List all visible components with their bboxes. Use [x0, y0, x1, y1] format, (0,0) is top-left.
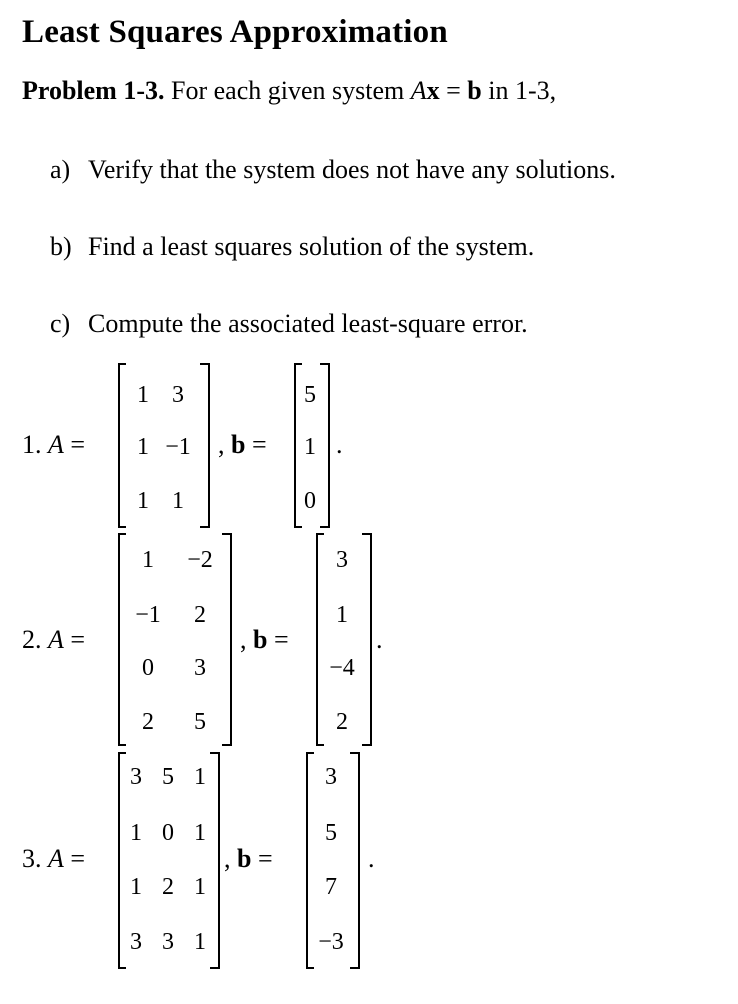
matrix-entry: 2 — [336, 709, 348, 735]
problem-vector-x: x — [426, 76, 440, 105]
equals-sign: = — [257, 844, 273, 873]
bracket-gap — [324, 532, 362, 536]
bracket-gap — [126, 532, 222, 536]
problem-equals: = — [446, 76, 461, 105]
problem-matrix-symbol: A — [410, 76, 427, 105]
task-letter: c) — [50, 309, 71, 338]
bracket-gap — [126, 362, 200, 366]
task-item-a — [50, 155, 616, 185]
system-number: 3. — [22, 844, 42, 873]
matrix-entry: 5 — [162, 764, 174, 790]
bracket-gap — [126, 744, 222, 748]
system-number: 2. — [22, 625, 42, 654]
task-item-c — [50, 309, 528, 339]
matrix-entry: 3 — [336, 547, 348, 573]
vector-symbol-b: b — [237, 844, 252, 873]
matrix-entry: 0 — [304, 488, 316, 514]
matrix-entry: 1 — [194, 764, 206, 790]
equals-sign: = — [70, 844, 86, 873]
matrix-entry: −4 — [329, 655, 355, 681]
matrix-entry: 1 — [142, 547, 154, 573]
system-3-period: . — [368, 844, 375, 873]
bracket-gap — [126, 751, 210, 755]
matrix-entry: 3 — [130, 764, 142, 790]
equals-sign: = — [251, 430, 267, 459]
system-2-label — [22, 625, 85, 655]
matrix-entry: 5 — [304, 382, 316, 408]
matrix-entry: 2 — [194, 602, 206, 628]
matrix-symbol: A — [48, 625, 64, 654]
equals-sign: = — [273, 625, 289, 654]
problem-statement — [22, 76, 556, 106]
bracket-gap — [126, 967, 210, 971]
system-1-period: . — [336, 430, 343, 459]
bracket-gap — [314, 967, 350, 971]
problem-label: Problem 1-3. — [22, 76, 165, 105]
bracket-gap — [302, 526, 320, 530]
matrix-entry: −2 — [187, 547, 213, 573]
matrix-entry: 3 — [172, 382, 184, 408]
comma: , — [224, 844, 231, 873]
task-text: Verify that the system does not have any solutions. — [88, 155, 616, 184]
problem-text-before: For each given system — [171, 76, 405, 105]
system-2-period: . — [376, 625, 383, 654]
comma: , — [218, 430, 225, 459]
matrix-entry: 5 — [194, 709, 206, 735]
matrix-entry: 1 — [336, 602, 348, 628]
matrix-entry: 1 — [137, 434, 149, 460]
task-letter: b) — [50, 232, 72, 261]
matrix-entry: 1 — [304, 434, 316, 460]
matrix-entry: 1 — [137, 382, 149, 408]
system-1-b-label — [218, 430, 267, 460]
matrix-entry: −3 — [318, 929, 344, 955]
matrix-symbol: A — [48, 844, 64, 873]
matrix-entry: −1 — [135, 602, 161, 628]
matrix-symbol: A — [48, 430, 64, 459]
matrix-entry: 0 — [142, 655, 154, 681]
matrix-entry: 5 — [325, 820, 337, 846]
matrix-entry: 7 — [325, 874, 337, 900]
matrix-entry: 2 — [142, 709, 154, 735]
matrix-entry: 1 — [130, 820, 142, 846]
matrix-entry: 1 — [194, 929, 206, 955]
equals-sign: = — [70, 430, 86, 459]
system-number: 1. — [22, 430, 42, 459]
system-3-label — [22, 844, 85, 874]
problem-text-after: in 1-3, — [488, 76, 557, 105]
matrix-entry: 3 — [130, 929, 142, 955]
matrix-entry: 3 — [325, 764, 337, 790]
task-text: Find a least squares solution of the system. — [88, 232, 535, 261]
task-letter: a) — [50, 155, 71, 184]
matrix-entry: 1 — [137, 488, 149, 514]
page-title: Least Squares Approximation — [22, 14, 448, 50]
matrix-entry: 0 — [162, 820, 174, 846]
bracket-gap — [126, 526, 200, 530]
matrix-entry: −1 — [165, 434, 191, 460]
matrix-entry: 1 — [172, 488, 184, 514]
matrix-entry: 1 — [194, 874, 206, 900]
system-1-label — [22, 430, 85, 460]
vector-symbol-b: b — [253, 625, 268, 654]
matrix-entry: 1 — [194, 820, 206, 846]
matrix-entry: 1 — [130, 874, 142, 900]
comma: , — [240, 625, 247, 654]
task-item-b — [50, 232, 534, 262]
matrix-entry: 2 — [162, 874, 174, 900]
matrix-entry: 3 — [162, 929, 174, 955]
system-3-b-label — [224, 844, 273, 874]
system-2-b-label — [240, 625, 289, 655]
vector-symbol-b: b — [231, 430, 246, 459]
equals-sign: = — [70, 625, 86, 654]
problem-vector-b: b — [467, 76, 482, 105]
task-text: Compute the associated least-square error. — [88, 309, 528, 338]
bracket-gap — [314, 751, 350, 755]
bracket-gap — [302, 362, 320, 366]
bracket-gap — [324, 744, 362, 748]
matrix-entry: 3 — [194, 655, 206, 681]
